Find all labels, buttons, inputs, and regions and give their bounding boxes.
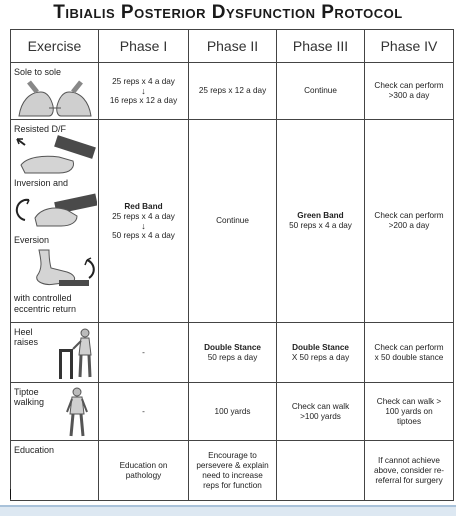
row-education — [11, 441, 454, 501]
inversion-illustration — [15, 188, 97, 232]
document-title: Tibialis Posterior Dysfunction Protocol — [53, 2, 403, 23]
arrow-down-icon: ↓ — [141, 85, 146, 96]
window-bottom-strip — [0, 505, 456, 516]
heel-phase-4: Check can perform x 50 double stance — [365, 323, 454, 383]
band-phase-1: Red Band 25 reps x 4 a day ↓ 50 reps x 4 a day — [99, 120, 189, 323]
education-phase-3 — [277, 441, 365, 501]
eversion-illustration — [15, 246, 97, 290]
row-sole-to-sole — [11, 63, 454, 120]
sole-phase-3: Continue — [277, 63, 365, 120]
education-phase-2: Encourage to persevere & explain need to increase reps for function — [189, 441, 277, 501]
tiptoe-phase-2: 100 yards — [189, 383, 277, 441]
exercise-heel-raises: Heel raises — [11, 323, 99, 383]
band-phase-2: Continue — [189, 120, 277, 323]
header-phase-3: Phase III — [277, 30, 365, 63]
sole-phase-4: Check can perform >300 a day — [365, 63, 454, 120]
exercise-label: Sole to sole — [14, 67, 62, 77]
heel-phase-2: Double Stance 50 reps a day — [189, 323, 277, 383]
text-cursor — [10, 489, 11, 499]
exercise-tiptoe-walking: Tiptoe walking — [11, 383, 99, 441]
row-tiptoe-walking — [11, 383, 454, 441]
heel-raise-illustration — [57, 327, 97, 381]
exercise-sole-to-sole — [11, 63, 99, 120]
heel-phase-3: Double Stance X 50 reps a day — [277, 323, 365, 383]
arrow-down-icon: ↓ — [141, 220, 146, 231]
exercise-education: Education — [11, 441, 99, 501]
header-exercise: Exercise — [11, 30, 99, 63]
sole-phase-1: 25 reps x 4 a day ↓ 16 reps x 12 a day — [99, 63, 189, 120]
header-phase-2: Phase II — [189, 30, 277, 63]
tiptoe-walking-illustration — [59, 386, 95, 440]
dorsiflexion-illustration — [15, 135, 97, 177]
protocol-table — [10, 29, 454, 501]
band-phase-3: Green Band 50 reps x 4 a day — [277, 120, 365, 323]
tiptoe-phase-3: Check can walk >100 yards — [277, 383, 365, 441]
tiptoe-phase-1: - — [99, 383, 189, 441]
header-phase-1: Phase I — [99, 30, 189, 63]
header-row — [11, 30, 454, 63]
exercise-resistance-band: Resisted D/F Inversion and Eversion with controlled eccentric return — [11, 120, 99, 323]
row-resistance-band — [11, 120, 454, 323]
sole-phase-2: 25 reps x 12 a day — [189, 63, 277, 120]
tiptoe-phase-4: Check can walk > 100 yards on tiptoes — [365, 383, 454, 441]
row-heel-raises — [11, 323, 454, 383]
header-phase-4: Phase IV — [365, 30, 454, 63]
heel-phase-1: - — [99, 323, 189, 383]
sole-to-sole-illustration — [15, 78, 95, 118]
education-phase-1: Education on pathology — [99, 441, 189, 501]
education-phase-4: If cannot achieve above, consider re- referral for surgery — [365, 441, 454, 501]
band-phase-4: Check can perform >200 a day — [365, 120, 454, 323]
